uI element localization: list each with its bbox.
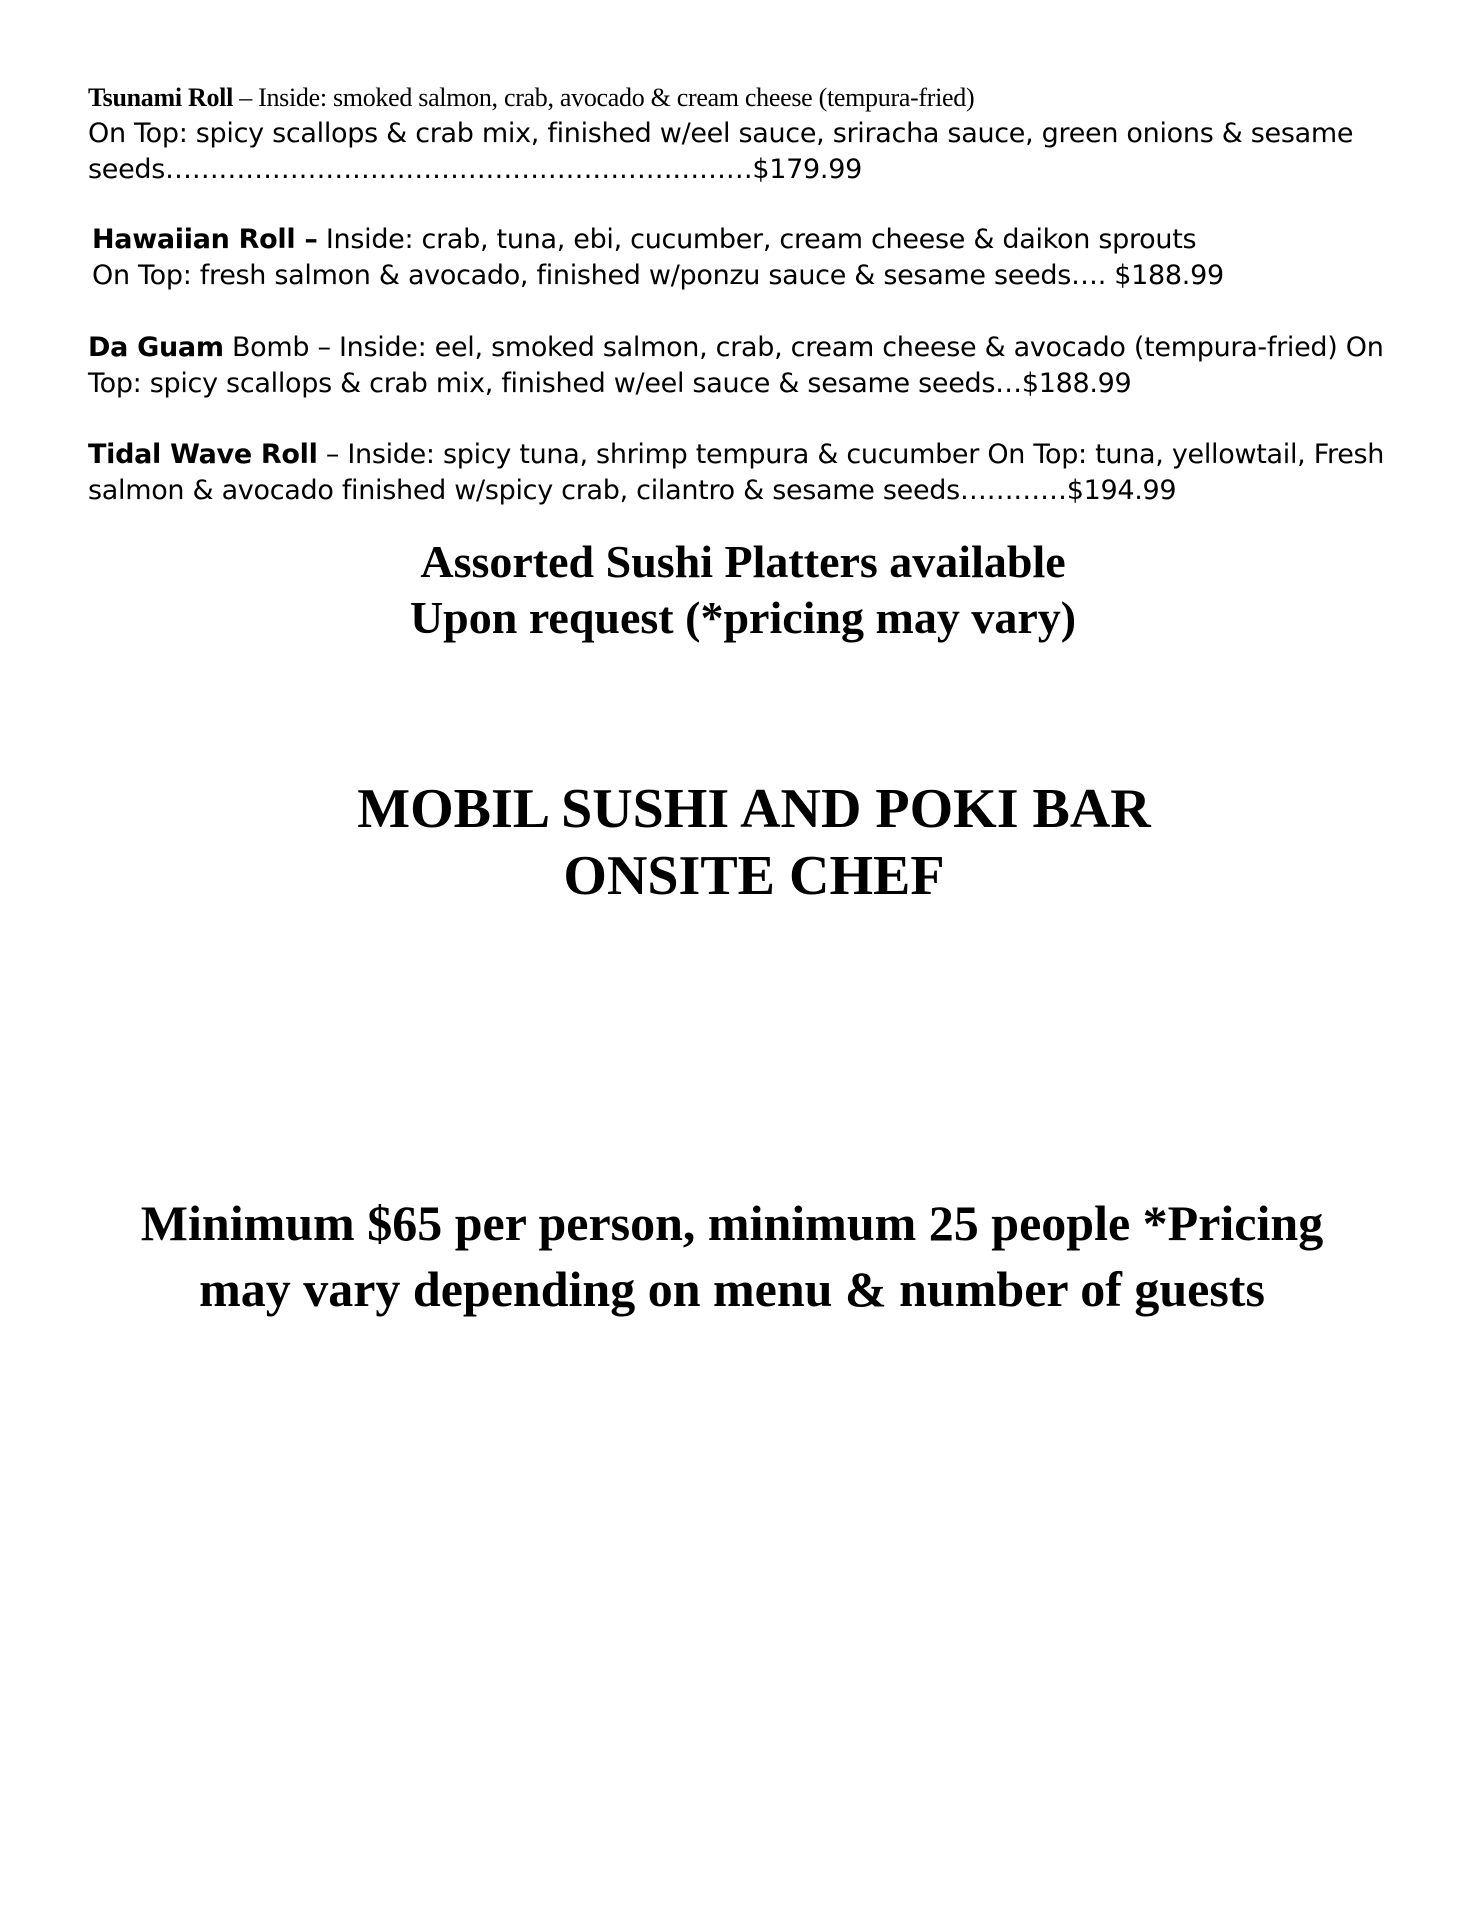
menu-item-tidal-wave-roll: [88, 437, 1408, 509]
menu-item-description: Bomb – Inside: eel, smoked salmon, crab, cream cheese & avocado (tempura-fried) On Top: spicy scallops & crab mix, finished w/eel sauce & sesame seeds: [88, 332, 1384, 399]
menu-item-tsunami-roll: [88, 80, 1408, 188]
menu-item-da-guam-bomb: [88, 330, 1408, 402]
menu-item-on-top-line: [88, 116, 1408, 188]
menu-item-price: $188.99: [1021, 368, 1132, 399]
menu-item-leader: …………: [959, 475, 1067, 506]
platters-line-1: Assorted Sushi Platters available: [420, 536, 1066, 587]
menu-item-leader: ….: [1071, 260, 1115, 291]
menu-item-inside-line: [88, 80, 1408, 116]
menu-item-inside: – Inside: smoked salmon, crab, avocado & cream cheese (tempura-fried): [233, 83, 975, 112]
menu-item-on-top: On Top: spicy scallops & crab mix, finished w/eel sauce, sriracha sauce, green onions & sesame seeds: [88, 118, 1354, 185]
menu-item-inside-line: [92, 222, 1412, 258]
menu-item-name: Hawaiian Roll –: [92, 224, 318, 255]
minimum-notice: [82, 1190, 1382, 1322]
brand-line-2: ONSITE CHEF: [563, 845, 945, 907]
menu-item-hawaiian-roll: [92, 222, 1412, 294]
menu-item-on-top: On Top: fresh salmon & avocado, finished w/ponzu sauce & sesame seeds: [92, 260, 1072, 291]
menu-item-leader: …: [995, 368, 1022, 399]
menu-item-price: $188.99: [1114, 260, 1224, 291]
minimum-line-1: Minimum $65 per person, minimum 25 people *Pricing: [140, 1195, 1324, 1251]
menu-item-leader: …………………………………………………………: [165, 154, 753, 185]
menu-item-name: Tsunami Roll: [88, 83, 233, 112]
menu-item-price: $179.99: [752, 154, 862, 185]
platters-line-2: Upon request (*pricing may vary): [409, 592, 1077, 643]
brand-line-1: MOBIL SUSHI AND POKI BAR: [357, 778, 1151, 840]
menu-item-name: Tidal Wave Roll: [88, 439, 318, 470]
menu-item-price: $194.99: [1066, 475, 1177, 506]
menu-item-description: – Inside: spicy tuna, shrimp tempura & cucumber On Top: tuna, yellowtail, Fresh salmon & avocado finished w/spicy crab, cilantro & sesame seeds: [88, 439, 1385, 506]
minimum-line-2: may vary depending on menu & number of guests: [199, 1261, 1265, 1317]
menu-item-on-top-line: [92, 258, 1412, 294]
menu-item-inside: Inside: crab, tuna, ebi, cucumber, cream cheese & daikon sprouts: [317, 224, 1197, 255]
menu-item-name: Da Guam: [88, 332, 224, 363]
brand-heading: [12, 776, 1484, 910]
platters-notice: [1, 534, 1484, 646]
